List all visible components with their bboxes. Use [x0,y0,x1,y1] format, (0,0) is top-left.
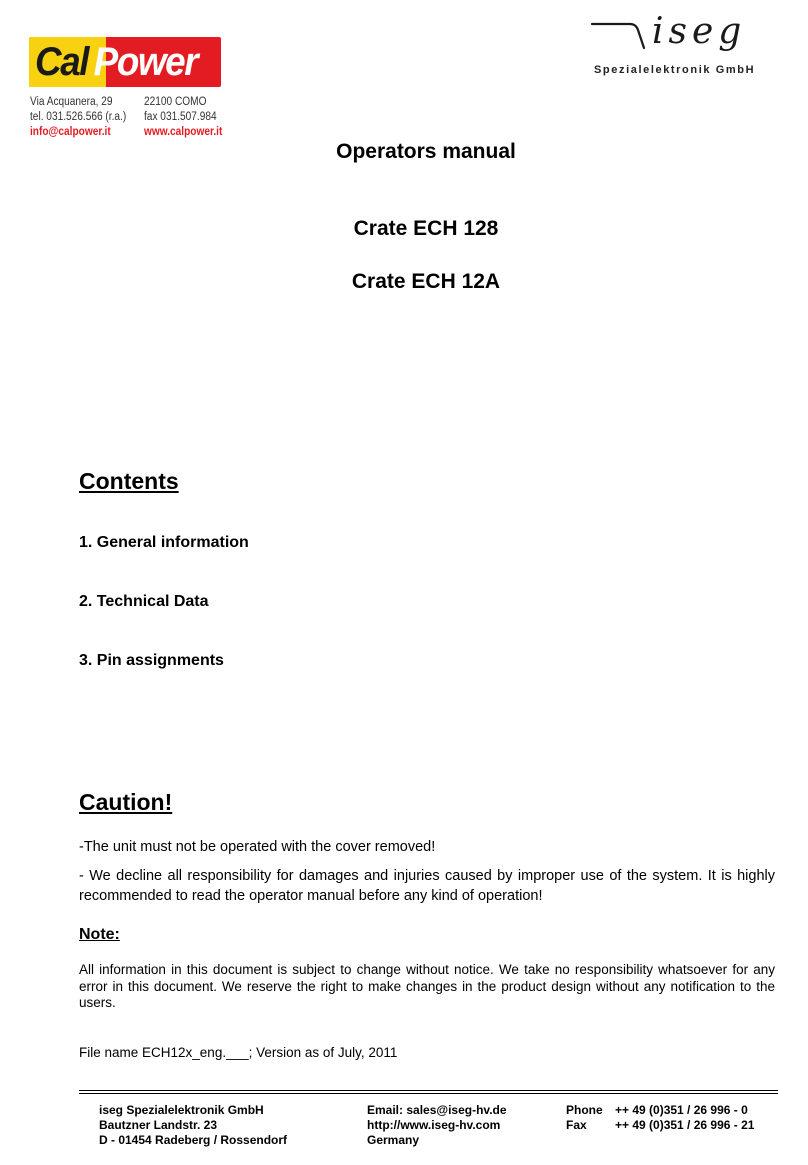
product-title-1: Crate ECH 128 [353,217,499,240]
product-title-2: Crate ECH 12A [351,270,501,293]
footer-fax: ++ 49 (0)351 / 26 996 - 21 [615,1118,755,1132]
footer-rule-bottom [79,1093,778,1094]
footer-phone: ++ 49 (0)351 / 26 996 - 0 [615,1103,748,1117]
toc-item[interactable]: 2. Technical Data [79,593,209,610]
calpower-city: 22100 COMO [144,96,207,108]
calpower-website[interactable]: www.calpower.it [144,126,223,138]
caution-heading: Caution! [79,789,173,815]
contents-heading: Contents [79,468,179,494]
caution-line-2: - We decline all responsibility for damages and injuries caused by improper use of the system. It is highly recommended to read the operator manual before any kind of operation! [79,868,775,904]
footer-web[interactable]: http://www.iseg-hv.com [367,1118,501,1132]
toc-item[interactable]: 1. General information [79,534,249,551]
footer-street: Bautzner Landstr. 23 [99,1118,218,1132]
footer-rule-top [79,1090,778,1091]
iseg-logo-swoosh [590,16,652,50]
calpower-logo-power: Power [93,40,198,84]
calpower-fax: fax 031.507.984 [144,111,217,123]
footer-country: Germany [367,1133,420,1147]
caution-line-1: -The unit must not be operated with the cover removed! [79,839,436,855]
calpower-phone: tel. 031.526.566 (r.a.) [30,111,127,123]
calpower-address: Via Acquanera, 29 [30,96,113,108]
footer-phone-label: Phone [566,1103,603,1117]
iseg-logo: iseg [652,11,747,52]
footer-fax-label: Fax [566,1118,587,1132]
note-heading: Note: [79,926,120,943]
document-title: Operators manual [336,140,516,163]
iseg-subtitle: Spezialelektronik GmbH [594,64,756,76]
footer-company: iseg Spezialelektronik GmbH [99,1103,264,1117]
note-text: All information in this document is subject to change without notice. We take no responsibility whatsoever for any error in this document. We reserve the right to make changes in the product design without any notification to the users. [79,962,775,1010]
calpower-logo [29,37,221,87]
toc-item[interactable]: 3. Pin assignments [79,652,224,669]
footer-email[interactable]: Email: sales@iseg-hv.de [367,1103,507,1117]
file-info: File name ECH12x_eng.___; Version as of July, 2011 [79,1045,398,1060]
calpower-email[interactable]: info@calpower.it [30,126,111,138]
footer-city: D - 01454 Radeberg / Rossendorf [99,1133,288,1147]
calpower-logo-cal: Cal [35,40,89,84]
